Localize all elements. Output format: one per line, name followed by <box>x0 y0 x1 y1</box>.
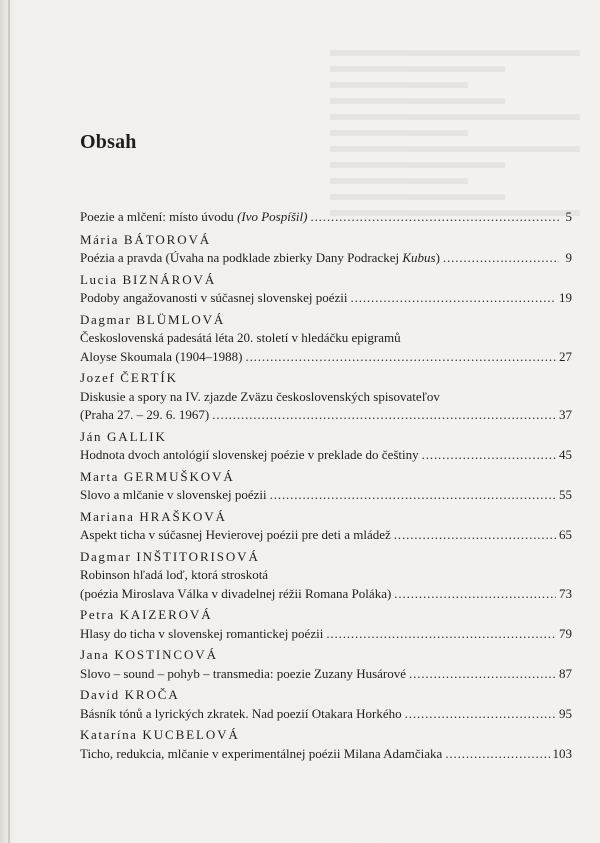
toc-title-line <box>80 625 572 644</box>
page-number: 55 <box>559 487 572 502</box>
dot-leader <box>422 446 556 465</box>
toc-title-text: Ticho, redukcia, mlčanie v experimentálnej poézii Milana Adamčiaka <box>80 745 443 761</box>
dot-leader <box>394 526 556 545</box>
toc-title <box>80 406 209 425</box>
toc-author <box>80 726 572 745</box>
author-surname: GALLIK <box>107 428 167 444</box>
toc-entry[interactable] <box>80 271 572 308</box>
toc-title-text: Slovo a mlčanie v slovenskej poézii <box>80 487 267 502</box>
toc-title-line <box>80 585 572 604</box>
toc-title <box>80 745 442 764</box>
page-number: 27 <box>559 348 572 364</box>
dot-leader <box>445 745 549 764</box>
author-surname: KOSTINCOVÁ <box>114 647 218 662</box>
toc-author <box>80 369 572 388</box>
toc-title <box>80 486 267 505</box>
author-given-name: Dagmar <box>80 548 132 564</box>
toc-title-line <box>80 665 572 684</box>
toc-title-text: (Praha 27. – 29. 6. 1967) <box>80 407 210 422</box>
toc-title-line: Robinson hľadá loď, ktorá stroskotá <box>80 567 269 582</box>
toc-title-text: Podoby angažovanosti v súčasnej slovenskej poézii <box>80 290 348 305</box>
toc-entry[interactable] <box>80 231 572 268</box>
page-number: 45 <box>559 447 572 462</box>
dot-leader <box>310 208 559 227</box>
dot-leader <box>405 705 556 724</box>
toc-author <box>80 468 572 487</box>
author-surname: BIZNÁROVÁ <box>122 271 217 287</box>
toc-title-italic: Kubus <box>402 250 436 265</box>
toc-author <box>80 548 572 567</box>
toc-entry[interactable] <box>80 726 572 763</box>
toc-title <box>80 249 440 268</box>
page-number: 37 <box>559 407 572 422</box>
toc-author <box>80 271 572 290</box>
author-surname: HRAŠKOVÁ <box>139 508 227 524</box>
toc-author <box>80 606 572 625</box>
toc-entry[interactable] <box>80 606 572 643</box>
toc-title-line <box>80 249 572 268</box>
author-given-name: Jana <box>80 647 110 662</box>
author-given-name: David <box>80 687 120 702</box>
page-number: 103 <box>552 745 572 761</box>
toc-entry[interactable] <box>80 311 572 367</box>
dot-leader <box>443 249 559 268</box>
toc-title-text: Hodnota dvoch antológií slovenskej poézie v preklade do češtiny <box>80 447 419 462</box>
toc-author <box>80 231 572 250</box>
toc-title <box>80 208 307 227</box>
page-number: 79 <box>559 625 572 641</box>
page-number: 19 <box>559 290 572 305</box>
toc-title-text: Básník tónů a lyrických zkratek. Nad poezií Otakara Horkého <box>80 705 402 721</box>
toc-title-text: (poézia Miroslava Válka v divadelnej réžii Romana Poláka) <box>80 585 392 601</box>
toc-entry[interactable] <box>80 548 572 604</box>
toc-author <box>80 428 572 447</box>
toc-title <box>80 585 391 604</box>
toc-title <box>80 289 348 308</box>
author-given-name: Mária <box>80 231 120 247</box>
toc-title-line: Diskusie a spory na IV. zjazde Zväzu československých spisovateľov <box>80 388 440 404</box>
toc-author <box>80 686 572 705</box>
toc-title-line <box>80 446 572 465</box>
toc-title <box>80 665 406 684</box>
author-surname: BÁTOROVÁ <box>123 231 212 247</box>
toc-title-line <box>80 289 572 308</box>
page-number: 73 <box>559 585 572 601</box>
toc-author <box>80 311 572 330</box>
toc-title <box>80 526 391 545</box>
toc-title-suffix: ) <box>435 250 440 265</box>
toc-title-text: Hlasy do ticha v slovenskej romantickej poézii <box>80 625 324 641</box>
toc-title-text: Slovo – sound – pohyb – transmedia: poezie Zuzany Husárové <box>80 665 407 681</box>
toc-title-italic: (Ivo Pospíšil) <box>237 209 308 224</box>
author-given-name: Dagmar <box>80 311 132 327</box>
toc-title-line <box>80 486 572 505</box>
toc-entry[interactable] <box>80 686 572 723</box>
toc-entry[interactable] <box>80 428 572 465</box>
toc-title-line <box>80 208 572 227</box>
author-given-name: Marta <box>80 468 120 484</box>
page-binding-edge <box>8 0 10 843</box>
page-number: 65 <box>559 527 572 542</box>
author-given-name: Lucia <box>80 271 118 287</box>
toc-entry[interactable] <box>80 468 572 505</box>
dot-leader <box>245 348 556 367</box>
page-title: Obsah <box>80 131 137 153</box>
dot-leader <box>351 289 556 308</box>
table-of-contents <box>80 208 572 765</box>
toc-entry[interactable] <box>80 208 572 227</box>
toc-title <box>80 446 419 465</box>
toc-title-text: Poézia a pravda (Úvaha na podklade zbierky Dany Podrackej <box>80 250 403 265</box>
author-given-name: Katarína <box>80 727 138 742</box>
author-given-name: Jozef <box>80 370 116 385</box>
author-surname: GERMUŠKOVÁ <box>123 468 235 484</box>
page-number: 87 <box>559 665 572 681</box>
dot-leader <box>394 585 556 604</box>
toc-entry[interactable] <box>80 646 572 683</box>
author-surname: KUCBELOVÁ <box>142 727 240 742</box>
dot-leader <box>409 665 556 684</box>
author-given-name: Ján <box>80 428 103 444</box>
toc-title <box>80 705 402 724</box>
toc-title <box>80 348 242 367</box>
toc-title <box>80 625 323 644</box>
page-number: 95 <box>559 705 572 721</box>
toc-title-line <box>80 705 572 724</box>
author-given-name: Mariana <box>80 508 135 524</box>
toc-title-text: Aloyse Skoumala (1904–1988) <box>80 348 243 364</box>
dot-leader <box>212 406 556 425</box>
toc-title-line: Československá padesátá léta 20. století v hledáčku epigramů <box>80 330 401 345</box>
author-surname: BLÜMLOVÁ <box>136 311 226 327</box>
author-surname: INŠTITORISOVÁ <box>136 548 260 564</box>
author-given-name: Petra <box>80 607 115 622</box>
dot-leader <box>326 625 556 644</box>
author-surname: KAIZEROVÁ <box>119 607 213 622</box>
toc-entry[interactable] <box>80 508 572 545</box>
toc-title-line <box>80 526 572 545</box>
author-surname: ČERTÍK <box>120 370 178 385</box>
page-number: 5 <box>565 209 572 224</box>
toc-title-text: Aspekt ticha v súčasnej Hevierovej poézii pre deti a mládež <box>80 527 391 542</box>
toc-title-line <box>80 745 572 764</box>
author-surname: KROČA <box>124 687 180 702</box>
toc-author <box>80 646 572 665</box>
page-number: 9 <box>565 250 572 265</box>
toc-title-text: Poezie a mlčení: místo úvodu <box>80 209 238 224</box>
toc-entry[interactable] <box>80 369 572 425</box>
toc-author <box>80 508 572 527</box>
toc-title-line <box>80 348 572 367</box>
dot-leader <box>270 486 556 505</box>
toc-title-line <box>80 406 572 425</box>
